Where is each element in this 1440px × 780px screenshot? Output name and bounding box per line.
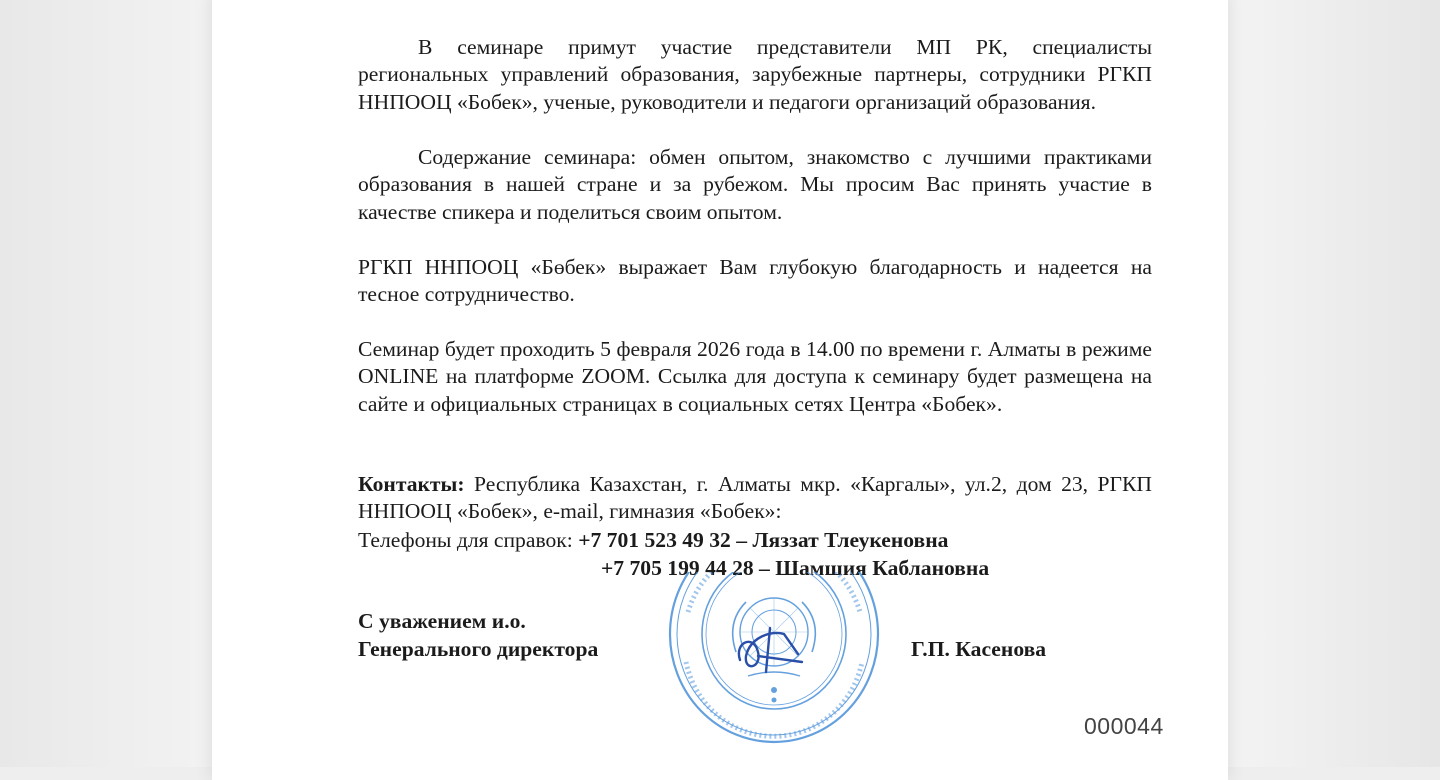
- phones-label: Телефоны для справок:: [358, 528, 573, 552]
- paragraph-contacts: [358, 471, 1152, 526]
- phone-1: +7 701 523 49 32 – Ляззат Тлеукеновна: [578, 528, 949, 552]
- document-number: 000044: [1084, 713, 1164, 739]
- contacts-address: Республика Казахстан, г. Алматы мкр. «Каргалы», ул.2, дом 23, РГКП ННПООЦ «Бобек», e-mail, гимназия «Бобек»:: [358, 472, 1152, 524]
- signatory-name: Г.П. Касенова: [911, 637, 1047, 661]
- signature-title-line2: Генерального директора: [358, 637, 599, 661]
- paragraph-schedule: Семинар будет проходить 5 февраля 2026 года в 14.00 по времени г. Алматы в режиме ONLINE на платформе ZOOM. Ссылка для доступа к семинару будет размещена на сайте и официальных страницах в социальных сетях Центра «Бобек».: [358, 337, 1152, 416]
- phones-line: [358, 527, 948, 554]
- paragraph-gratitude: РГКП ННПООЦ «Бөбек» выражает Вам глубокую благодарность и надеется на тесное сотрудничество.: [358, 255, 1152, 307]
- official-stamp: [666, 572, 882, 747]
- paragraph-participants: В семинаре примут участие представители МП РК, специалисты региональных управлений образования, зарубежные партнеры, сотрудники РГКП ННПООЦ «Бобек», ученые, руководители и педагоги организаций образования.: [358, 35, 1152, 114]
- signature-title-line1: С уважением и.о.: [358, 609, 526, 633]
- phone-2: +7 705 199 44 28 – Шамшия Каблановна: [601, 556, 990, 580]
- contacts-label: Контакты:: [358, 472, 465, 496]
- paragraph-content: Содержание семинара: обмен опытом, знакомство с лучшими практиками образования в нашей стране и за рубежом. Мы просим Вас принять участие в качестве спикера и поделиться своим опытом.: [358, 145, 1152, 224]
- cut-off-heading-text: [358, 0, 678, 1]
- cut-off-heading: [358, 0, 1152, 4]
